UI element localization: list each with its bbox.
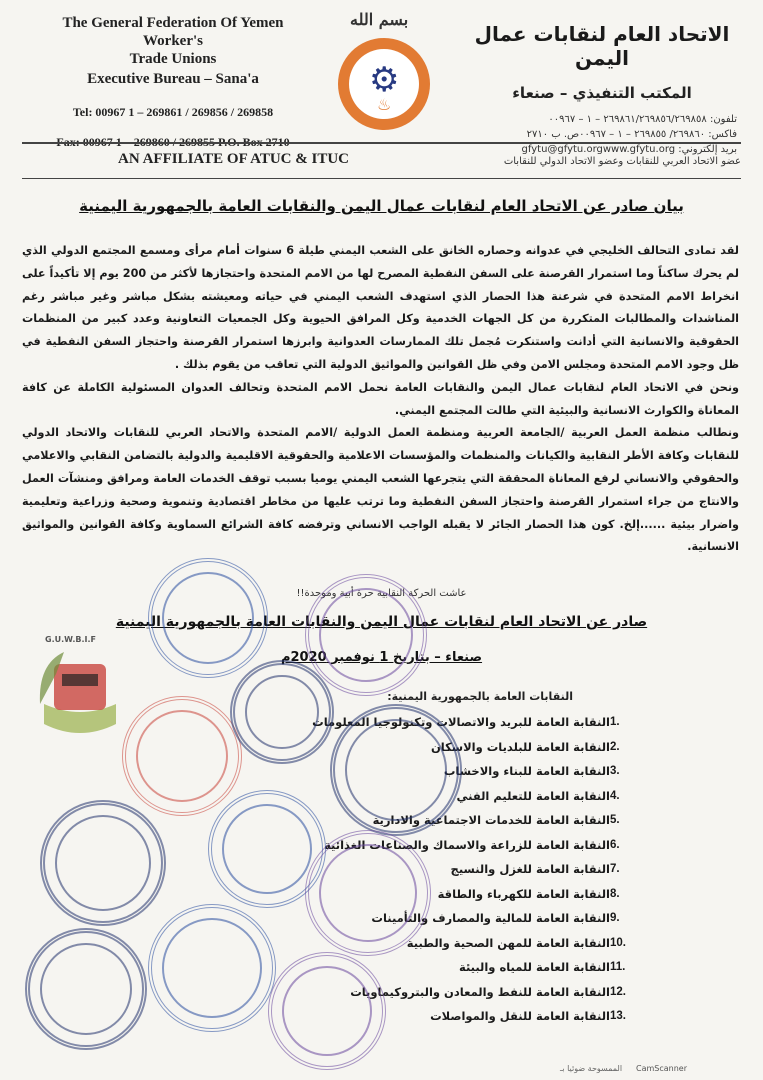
header-divider-top [22,142,741,144]
list-item: 3. النقابة العامة للبناء والاخشاب [443,764,620,778]
letterhead-english [38,14,308,150]
list-item: 2. النقابة العامة للبلديات والاسكان [430,739,620,754]
tel-en: Tel: 00967 1 – 269861 / 269856 / 269858 [72,105,274,119]
statement-body [22,240,739,559]
office-ar: المكتب التنفيذي – صنعاء [512,84,692,102]
org-name-ar: الاتحاد العام لنقابات عمال اليمن [474,22,730,70]
fax-ar: فاكس: ٢٦٩٨٦٠/ ٢٦٩٨٥٥ – ١ – ٠٠٩٦٧ص. ب ٢٧١٠ [526,129,737,140]
letterhead-arabic [467,22,737,157]
federation-logo [338,38,430,130]
affiliation-ar: عضو الاتحاد العربي للنقابات وعضو الاتحاد الدولي للنقابات [503,156,741,167]
list-item: 8. النقابة العامة للكهرباء والطاقة [437,886,620,901]
issue-date: صنعاء – بتاريخ 1 نوفمبر 2020م [280,650,483,665]
body-paragraph-2: ونحن في الاتحاد العام لنقابات عمال اليمن والنقابات العامة نحمل الامم المتحدة وتحالف العدوان المسئولية الكاملة عن كافة المعاناة والكوارث الانسانية والبيئية التي طالت المجتمع اليمني. [22,380,739,417]
org-name-en-line1: The General Federation Of Yemen Worker's [62,15,284,49]
list-item: 6. النقابة العامة للزراعة والاسماك والصناعات الغذائية [324,837,620,852]
office-en: Executive Bureau – Sana'a [87,71,259,87]
list-item: 11. النقابة العامة للمياه والبيئة [458,960,626,974]
unions-list [300,710,640,1029]
list-item: 1. النقابة العامة للبريد والاتصالات وتكنولوجيا المعلومات [312,715,620,729]
gwbif-stamp-label: G.U.W.B.I.F [45,635,96,644]
header-divider-bottom [22,178,741,179]
list-item: 10. النقابة العامة للمهن الصحية والطبية [406,935,626,950]
statement-title: بيان صادر عن الاتحاد العام لنقابات عمال اليمن والنقابات العامة بالجمهورية اليمنية [79,197,684,215]
union-stamp [40,800,166,926]
body-paragraph-1: لقد تمادى التحالف الخليجي في عدوانه وحصاره الخانق على الشعب اليمني طيلة 6 سنوات أمام مرأى ومسمع المجتمع الدولي الذي لم يحرك ساكناً وما استمرار القرصنة على السفن النفطية المصرح لها من الامم المتحدة واحتجازها لأكثر من 200 يوم إلا تأكيداً على انخراط الامم المتحدة في شرعنة هذا الحصار الذي استهدف الشعب اليمني في حياته ومعيشته بشكل مباشر وغير مباشر رغم المناشدات والمطالبات المتكررة من كل الجهات الخدمية وكل المرافق الحيوية وكل الجمعيات التعاونية وعدد كبير من المنظمات الحقوقية والانسانية التي أدانت واستنكرت مُجمل تلك الممارسات العدوانية وابرزها استمرار القرصنة واحتجاز السفن النفطية في ظل وجود الامم المتحدة ومجلس الامن وفي ظل القوانين والمواثيق الدولية التي تعاقب من يقوم بذلك . [22,244,740,371]
tel-ar: تلفون: ٢٦٩٨٦١/٢٦٩٨٥٦/٢٦٩٨٥٨ – ١ – ٠٠٩٦٧ [548,114,737,125]
flame-icon: ♨ [377,95,392,114]
org-name-en-line2: Trade Unions [129,51,217,67]
union-stamp [25,928,147,1050]
union-stamp [148,904,276,1032]
email-ar: بريد إلكتروني: gfytu@gfytu.orgwww.gfytu.org [521,144,737,155]
scanner-watermark: CamScanner [636,1064,688,1073]
list-item: 5. النقابة العامة للخدمات الاجتماعية والادارية [372,813,620,827]
contact-ar [467,112,737,157]
list-item: 7. النقابة العامة للغزل والنسيج [450,862,620,876]
list-item: 9. النقابة العامة للمالية والمصارف والتأمينات [371,911,620,925]
logo-inner-circle [349,49,419,119]
union-stamp [122,696,242,816]
basmala-calligraphy: بسم الله [350,10,409,29]
list-item: 4. النقابة العامة للتعليم الفني [456,788,620,803]
body-paragraph-3: ونطالب منظمة العمل العربية /الجامعة العربية ومنظمة العمل الدولية /الامم المتحدة والاتحاد العربي للنقابات والاتحاد الدولي للنقابات وكافة الأطر النقابية والكيانات والمنظمات والمؤسسات الاعلامية والحقوقية الاقليمية والدولية بالتضامن النقابي والاعلامي والحقوقي والانساني لرفع المعاناة المحققة التي يتجرعها الشعب اليمني يوميا بسبب توقف الخدمات العامة ومرافق ومنشآت العمل والانتاج من جراء استمرار القرصنة واحتجاز السفن النفطية وما ترتب عليها من مخاطر اقتصادية وتنموية وصحية وزراعية وتعليمية واضرار بيئية ......إلخ. كون هذا الحصار الجائر لا يقبله الواجب الانساني وترفضه كافة الشرائع السماوية وكافة القوانين والمواثيق الانسانية. [22,426,739,554]
gear-icon: ⚙ [369,60,400,100]
list-item: 12. النقابة العامة للنفط والمعادن والبتروكيماويات [350,984,626,999]
closing-slogan: عاشت الحركة النقابية حرة أبية وموحدة!! [296,588,467,599]
issued-by: صادر عن الاتحاد العام لنقابات عمال اليمن والنقابات العامة بالجمهورية اليمنية [115,614,648,630]
affiliation-en: AN AFFILIATE OF ATUC & ITUC [118,151,349,167]
gwbif-emblem [34,644,126,744]
scan-footer-ar: الممسوحة ضوئيا بـ [560,1064,623,1073]
list-item: 13. النقابة العامة للنقل والمواصلات [430,1009,626,1023]
unions-heading: النقابات العامة بالجمهورية اليمنية: [387,690,573,703]
